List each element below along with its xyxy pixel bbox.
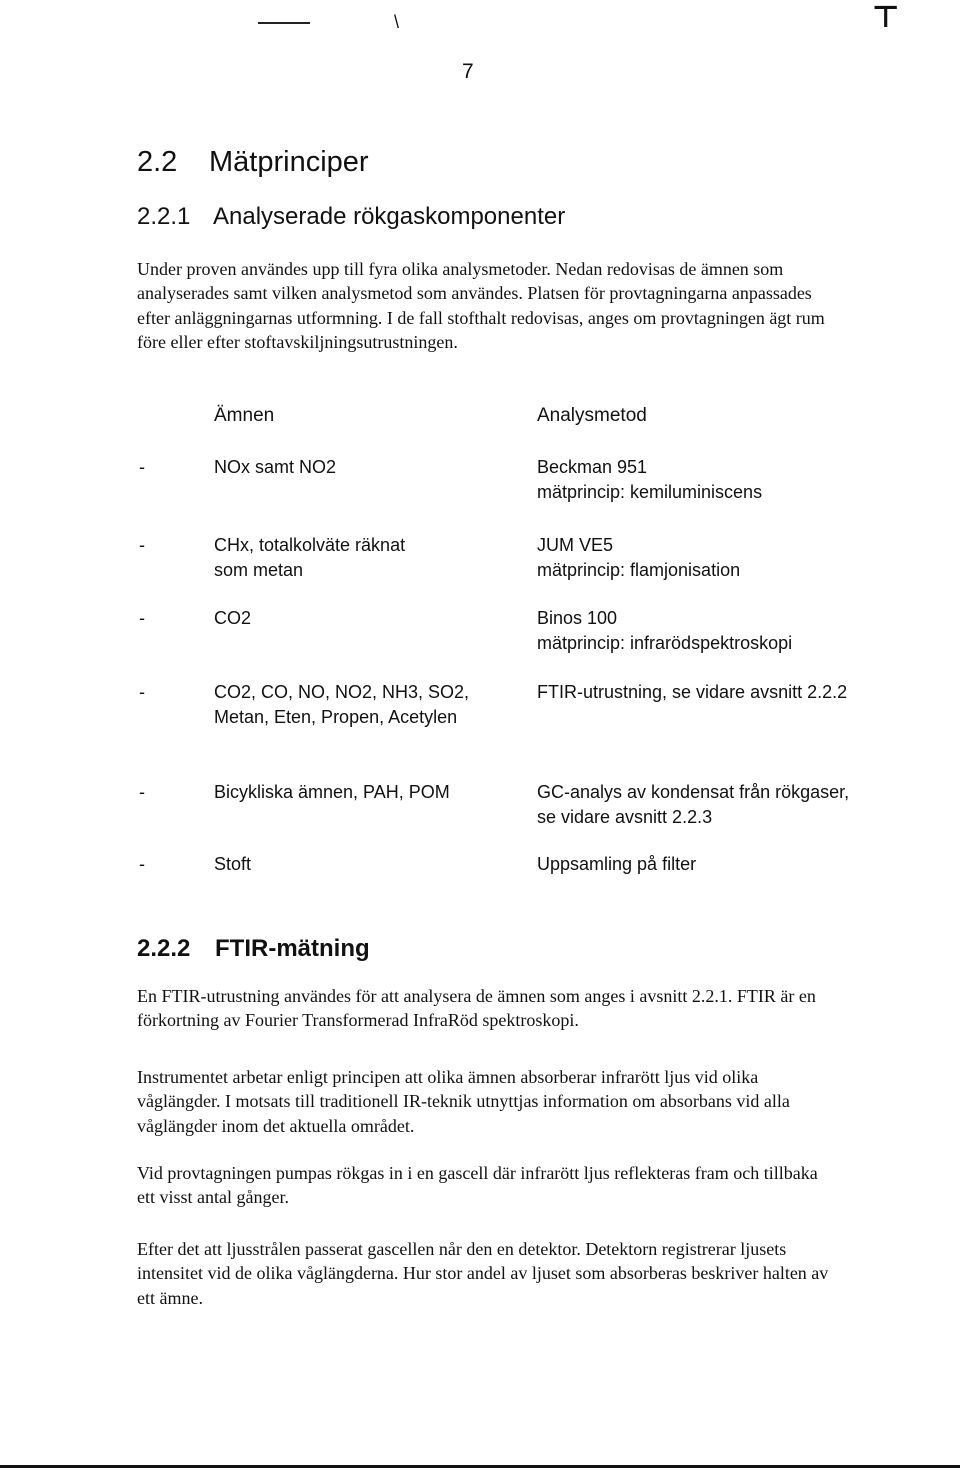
scan-artifact-line (258, 22, 310, 24)
section-title: Mätprinciper (209, 146, 369, 178)
substance-line: Metan, Eten, Propen, Acetylen (214, 706, 458, 727)
column-header-method: Analysmetod (537, 405, 647, 426)
method-cell (537, 533, 917, 582)
row-dash: - (139, 457, 145, 477)
row-dash: - (139, 535, 145, 555)
substance-cell (214, 680, 514, 729)
method-cell (537, 680, 917, 705)
substance-cell (214, 852, 514, 877)
subsection-heading-ftir (137, 935, 370, 963)
row-dash: - (139, 682, 145, 702)
substance-line: som metan (214, 559, 304, 580)
paragraph: En FTIR-utrustning användes för att analysera de ämnen som anges i avsnitt 2.2.1. FTIR är en förkortning av Fourier Transformerad InfraRöd spektroskopi. (137, 986, 816, 1031)
subsection-title: Analyserade rökgaskomponenter (213, 203, 566, 230)
section-number: 2.2 (137, 146, 178, 178)
method-cell (537, 606, 917, 655)
substance-cell (214, 455, 514, 480)
subsection-title: FTIR-mätning (215, 935, 370, 962)
method-line: mätprincip: infrarödspektroskopi (537, 632, 793, 653)
method-line: GC-analys av kondensat från rökgaser, (537, 782, 850, 802)
column-header-substance: Ämnen (214, 405, 275, 426)
subsection-number: 2.2.1 (137, 203, 191, 230)
substance-cell (214, 533, 514, 582)
paragraph: Instrumentet arbetar enligt principen att olika ämnen absorberar infrarött ljus vid olika våglängder. I motsats till traditionell IR-teknik utnyttjas information om absorbans vid alla våglängder inom det aktuella området. (137, 1067, 790, 1136)
method-cell (537, 455, 917, 504)
row-dash: - (139, 854, 145, 874)
paragraph: Efter det att ljusstrålen passerat gascellen når den en detektor. Detektorn registrerar ljusets intensitet vid de olika våglängderna. Hur stor andel av ljuset som absorberas beskriver halten av ett ämne. (137, 1239, 829, 1308)
scan-artifact-mark: ⊤ (872, 1, 900, 34)
method-line: Binos 100 (537, 608, 618, 628)
intro-paragraph: Under proven användes upp till fyra olika analysmetoder. Nedan redovisas de ämnen som analyserades samt vilken analysmetod som användes. Platsen för provtagningarna anpassades efter anläggningarnas utformning. I de fall stofthalt redovisas, anges om provtagningen ägt rum före eller efter stoftavskiljningsutrustningen. (137, 259, 825, 352)
substance-line: Stoft (214, 854, 252, 874)
page-number: 7 (462, 60, 474, 83)
method-line: JUM VE5 (537, 535, 614, 555)
substance-line: CO2, CO, NO, NO2, NH3, SO2, (214, 682, 470, 702)
substance-line: CO2 (214, 608, 252, 628)
method-line: se vidare avsnitt 2.2.3 (537, 806, 713, 827)
page-bottom-rule (0, 1465, 960, 1468)
substance-cell (214, 606, 514, 631)
subsection-heading (137, 203, 565, 231)
substance-line: CHx, totalkolväte räknat (214, 535, 406, 555)
substance-line: Bicykliska ämnen, PAH, POM (214, 782, 450, 802)
scan-artifact-mark: \ (394, 12, 400, 32)
method-line: mätprincip: kemiluminiscens (537, 481, 763, 502)
row-dash: - (139, 608, 145, 628)
substance-line: NOx samt NO2 (214, 457, 337, 477)
method-cell (537, 852, 917, 877)
row-dash: - (139, 782, 145, 802)
subsection-number: 2.2.2 (137, 935, 191, 962)
method-line: Beckman 951 (537, 457, 648, 477)
method-line: Uppsamling på filter (537, 854, 697, 874)
method-line: mätprincip: flamjonisation (537, 559, 741, 580)
method-cell (537, 780, 917, 829)
section-heading (137, 146, 369, 179)
method-line: FTIR-utrustning, se vidare avsnitt 2.2.2 (537, 682, 848, 702)
paragraph: Vid provtagningen pumpas rökgas in i en gascell där infrarött ljus reflekteras fram och tillbaka ett visst antal gånger. (137, 1163, 818, 1208)
substance-cell (214, 780, 514, 805)
